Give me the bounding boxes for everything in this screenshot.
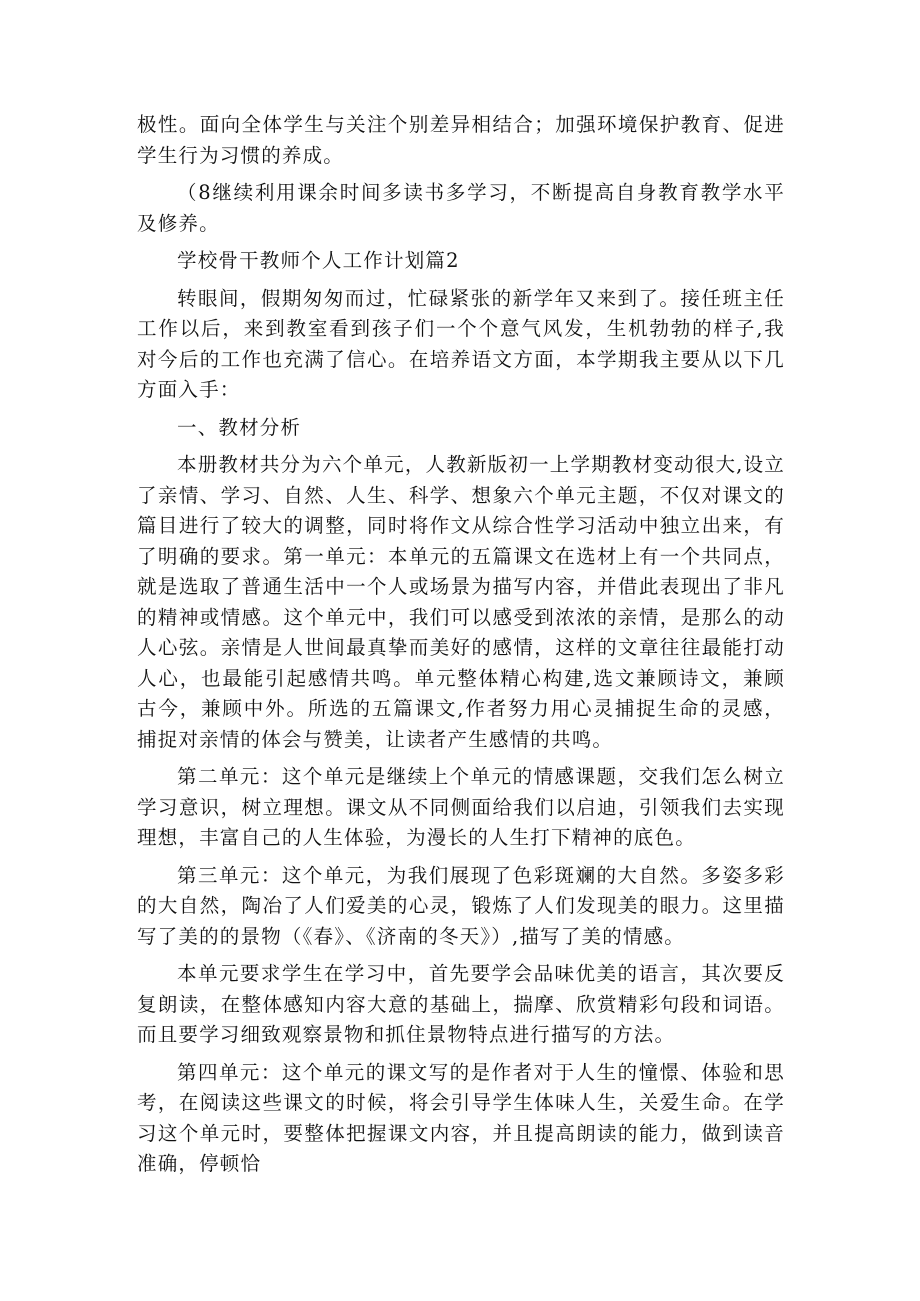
paragraph-unit-four: 第四单元：这个单元的课文写的是作者对于人生的憧憬、体验和思考，在阅读这些课文的时候，将会引导学生体味人生，关爱生命。在学习这个单元时，要整体把握课文内容，并且提高朗读的能力，做到读音准确，停顿恰 [137, 1060, 785, 1175]
paragraph-unit-three-requirements: 本单元要求学生在学习中，首先要学会品味优美的语言，其次要反复朗读，在整体感知内容大意的基础上，揣摩、欣赏精彩句段和词语。而且要学习细致观察景物和抓住景物特点进行描写的方法。 [137, 962, 785, 1046]
subsection-heading: 一、教材分析 [177, 415, 302, 439]
section-title: 学校骨干教师个人工作计划篇2 [177, 249, 460, 272]
paragraph-item-8: （8继续利用课余时间多读书多学习，不断提高自身教育教学水平及修养。 [137, 181, 785, 235]
paragraph-unit-three: 第三单元：这个单元，为我们展现了色彩斑斓的大自然。多姿多彩的大自然，陶冶了人们爱美的心灵，锻炼了人们发现美的眼力。这里描写了美的的景物（《春》、《济南的冬天》）,描写了美的情感。 [137, 863, 785, 948]
paragraph-continuation: 极性。面向全体学生与关注个别差异相结合；加强环境保护教育、促进学生行为习惯的养成。 [137, 113, 785, 167]
paragraph-unit-one: 本册教材共分为六个单元，人教新版初一上学期教材变动很大,设立了亲情、学习、自然、人生、科学、想象六个单元主题，不仅对课文的篇目进行了较大的调整，同时将作文从综合性学习活动中独立出来，有了明确的要求。第一单元：本单元的五篇课文在选材上有一个共同点，就是选取了普通生活中一个人或场景为描写内容，并借此表现出了非凡的精神或情感。这个单元中，我们可以感受到浓浓的亲情，是那么的动人心弦。亲情是人世间最真挚而美好的感情，这样的文章往往最能打动人心，也最能引起感情共鸣。单元整体精心构建,选文兼顾诗文，兼顾古今，兼顾中外。所选的五篇课文,作者努力用心灵捕捉生命的灵感，捕捉对亲情的体会与赞美，让读者产生感情的共鸣。 [137, 453, 785, 751]
paragraph-intro: 转眼间，假期匆匆而过，忙碌紧张的新学年又来到了。接任班主任工作以后，来到教室看到孩子们一个个意气风发，生机勃勃的样子,我对今后的工作也充满了信心。在培养语文方面，本学期我主要从以下几方面入手： [137, 286, 785, 401]
paragraph-unit-two: 第二单元：这个单元是继续上个单元的情感课题，交我们怎么树立学习意识，树立理想。课文从不同侧面给我们以启迪，引领我们去实现理想，丰富自己的人生体验，为漫长的人生打下精神的底色。 [137, 765, 785, 849]
